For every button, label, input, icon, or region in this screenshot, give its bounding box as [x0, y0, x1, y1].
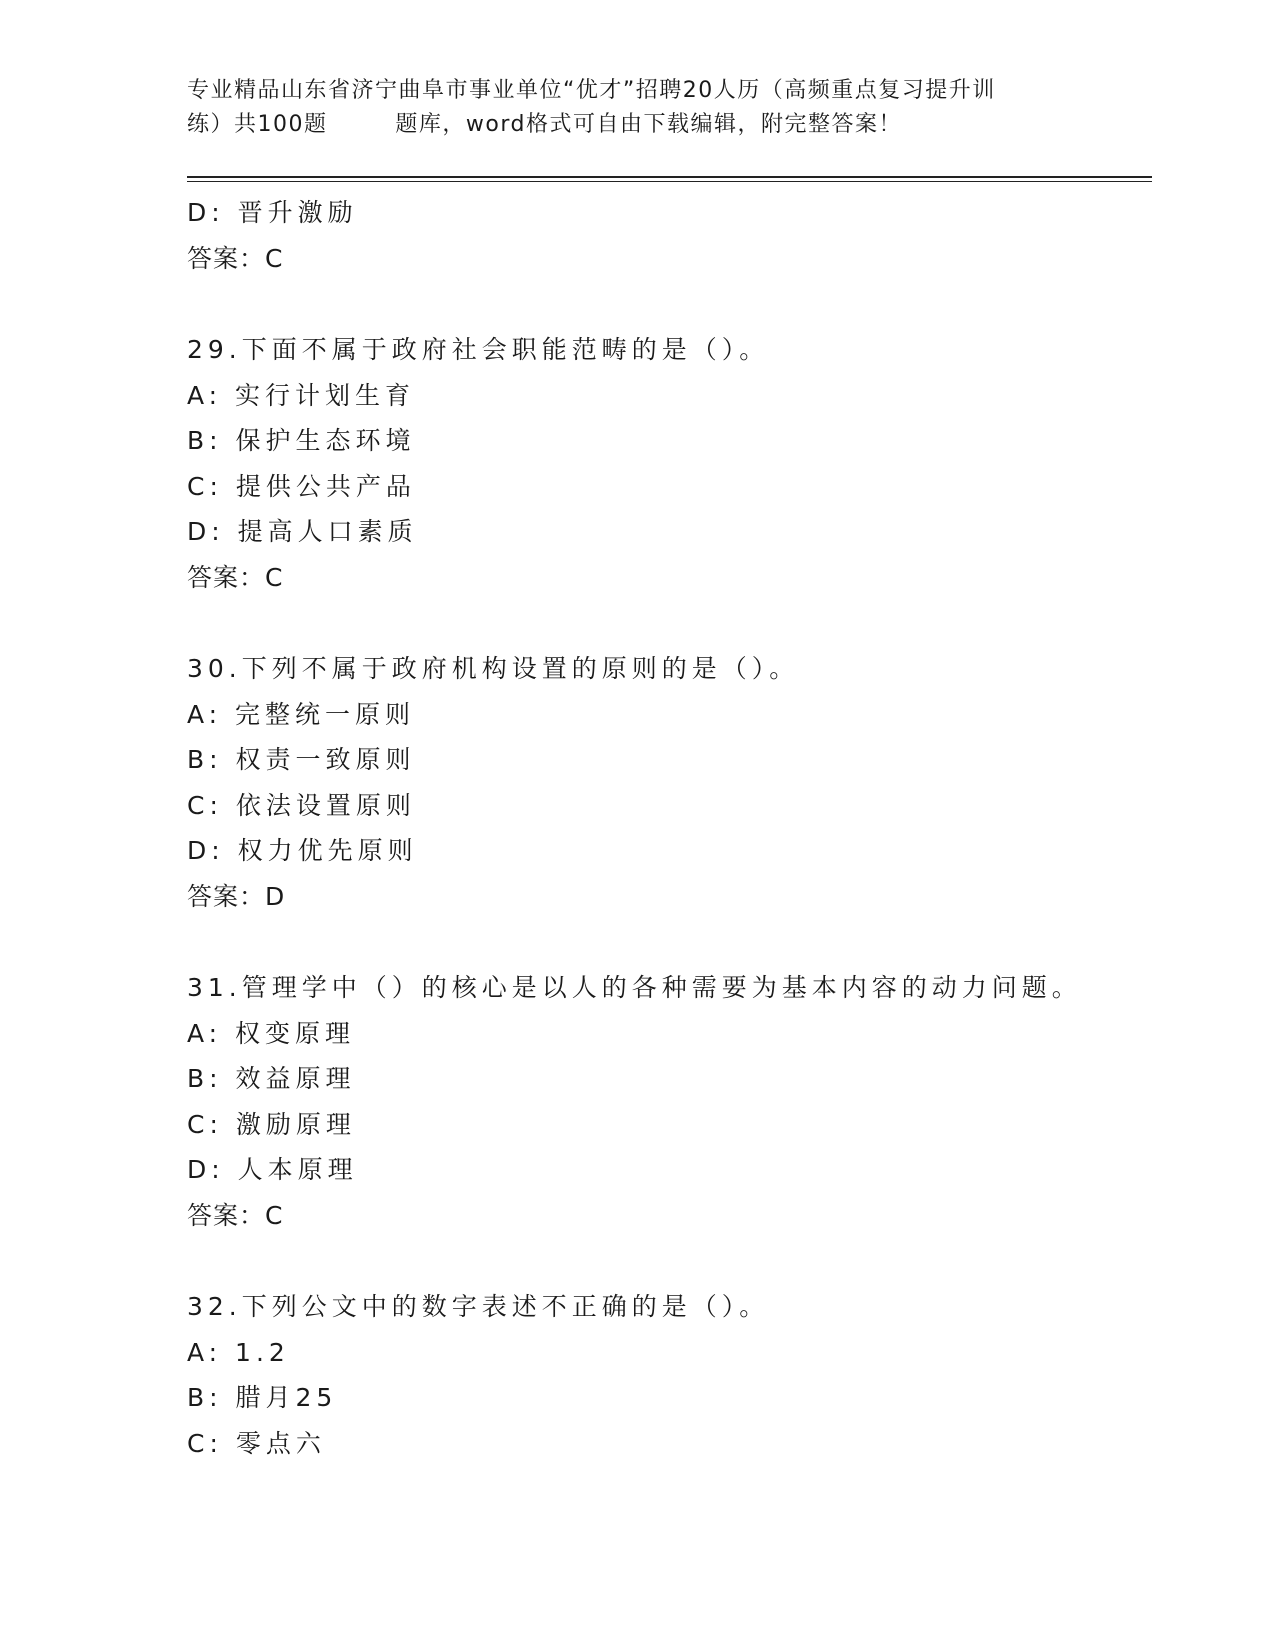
option-c: C: 激励原理 — [187, 1109, 356, 1139]
question-text: 31.管理学中（）的核心是以人的各种需要为基本内容的动力问题。 — [187, 973, 1082, 1002]
document-header — [187, 74, 1087, 142]
option-b: B: 效益原理 — [187, 1064, 356, 1093]
spacer — [187, 1238, 1147, 1284]
header-divider-thick — [187, 176, 1152, 178]
option-d: D: 晋升激励 — [187, 198, 358, 227]
option-c: C: 依法设置原则 — [187, 790, 416, 820]
option-b: B: 权责一致原则 — [187, 745, 416, 774]
option-a: A: 1.2 — [187, 1337, 290, 1367]
answer-line: 答案：C — [187, 562, 284, 592]
option-a: A: 完整统一原则 — [187, 699, 416, 729]
spacer — [187, 281, 1147, 327]
answer-line: 答案：C — [187, 243, 284, 273]
option-b: B: 保护生态环境 — [187, 426, 416, 455]
question-block-29 — [187, 327, 1147, 600]
option-d: D: 人本原理 — [187, 1155, 358, 1184]
option-d: D: 提高人口素质 — [187, 517, 418, 546]
question-text: 32.下列公文中的数字表述不正确的是（）。 — [187, 1292, 770, 1321]
header-divider-thin — [187, 181, 1152, 182]
question-block-30 — [187, 646, 1147, 919]
option-d: D: 权力优先原则 — [187, 836, 418, 865]
question-text: 29.下面不属于政府社会职能范畴的是（）。 — [187, 335, 770, 364]
question-block-32 — [187, 1284, 1147, 1466]
spacer — [187, 600, 1147, 646]
question-text: 30.下列不属于政府机构设置的原则的是（）。 — [187, 654, 800, 683]
question-block-31 — [187, 965, 1147, 1238]
option-a: A: 权变原理 — [187, 1018, 356, 1048]
answer-line: 答案：C — [187, 1200, 284, 1230]
spacer — [187, 919, 1147, 965]
option-c: C: 提供公共产品 — [187, 471, 416, 501]
header-line-2: 练）共100题 题库，word格式可自由下载编辑，附完整答案！ — [187, 112, 903, 137]
answer-line: 答案：D — [187, 881, 286, 911]
option-a: A: 实行计划生育 — [187, 380, 416, 410]
option-b: B: 腊月25 — [187, 1383, 338, 1412]
question-list — [187, 190, 1147, 1466]
question-block-28 — [187, 190, 1147, 281]
header-line-1: 专业精品山东省济宁曲阜市事业单位“优才”招聘20人历（高频重点复习提升训 — [187, 78, 996, 103]
option-c: C: 零点六 — [187, 1428, 326, 1458]
